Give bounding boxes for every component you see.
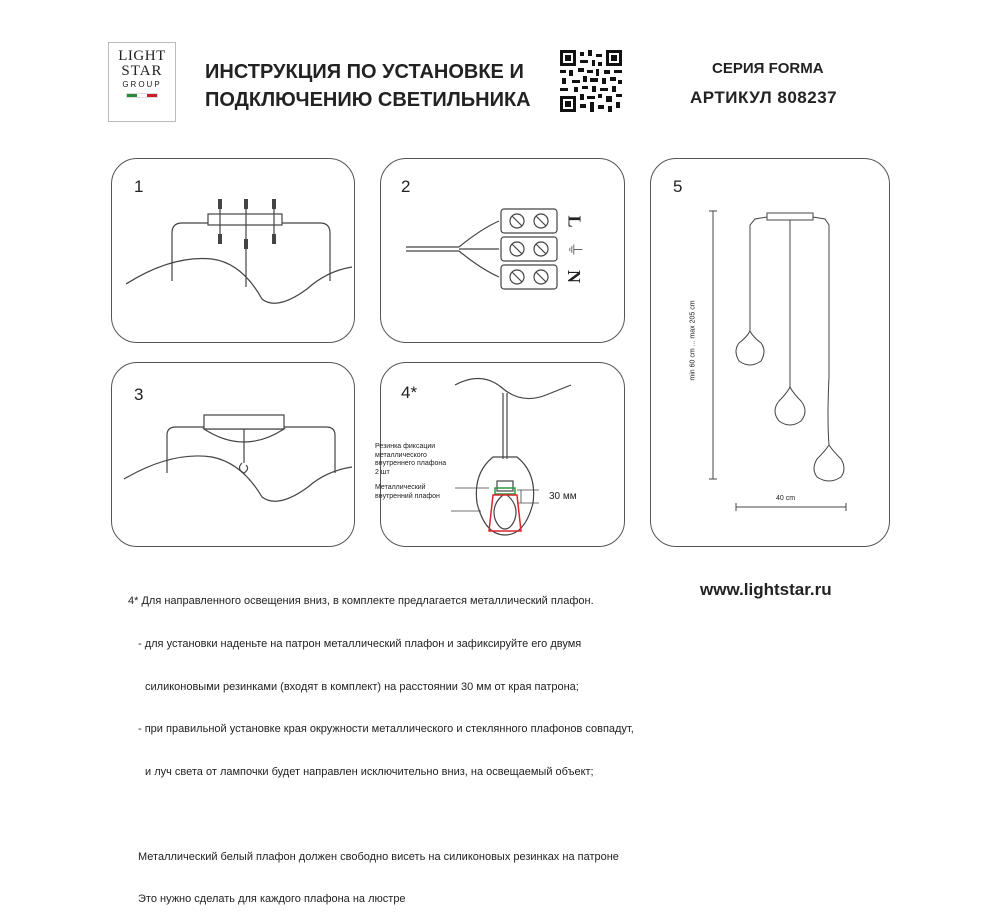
website-link[interactable]: www.lightstar.ru (700, 580, 832, 599)
step-2-panel (380, 158, 625, 343)
step-1-illustration (112, 159, 356, 344)
step-2-illustration (381, 159, 626, 344)
rubber-ring-label: Резинка фиксации металлического внутреннего плафона 2 шт (375, 443, 447, 476)
step-4-panel (375, 362, 625, 547)
title-line-2: ПОДКЛЮЧЕНИЮ СВЕТИЛЬНИКА (205, 89, 531, 111)
dimension-30mm: 30 мм (549, 491, 577, 502)
title-line-1: ИНСТРУКЦИЯ ПО УСТАНОВКЕ И (205, 61, 524, 83)
logo-text-group: GROUP (122, 80, 162, 89)
height-range-label: min 60 cm ... max 205 cm (689, 300, 697, 381)
width-label: 40 cm (776, 495, 796, 502)
document-title (205, 58, 531, 114)
step-3-illustration (112, 363, 356, 548)
note-line: - для установки наденьте на патрон металлический плафон и зафиксируйте его двумя (138, 638, 582, 651)
neutral-wire-label: N (564, 270, 584, 283)
step-1-panel (111, 158, 355, 343)
note-line: - при правильной установке края окружности металлического и стеклянного плафонов совпадут, (138, 723, 634, 736)
step-3-panel (111, 362, 355, 547)
note-line: Металлический белый плафон должен свободно висеть на силиконовых резинках на патроне (138, 850, 619, 863)
step-1-number: 1 (134, 177, 144, 196)
step-5-illustration (651, 159, 891, 548)
note-line: и луч света от лампочки будет направлен исключительно вниз, на освещаемый объект; (145, 765, 594, 778)
step-2-number: 2 (401, 177, 411, 196)
note-line: силиконовыми резинками (входят в комплект) на расстоянии 30 мм от края патрона; (145, 680, 579, 693)
live-wire-label: L (564, 215, 585, 228)
note-line: Это нужно сделать для каждого плафона на люстре (138, 893, 406, 906)
qr-code (560, 50, 622, 112)
ground-icon: ⏚ (565, 241, 583, 258)
logo-text-light: LIGHT (118, 48, 166, 64)
step-3-number: 3 (134, 385, 144, 404)
note-line: 4* Для направленного освещения вниз, в комплекте предлагается металлический плафон. (128, 595, 594, 608)
article-number: АРТИКУЛ 808237 (690, 88, 838, 107)
installation-notes (128, 566, 634, 921)
step-4-number: 4* (401, 383, 418, 402)
series-label: СЕРИЯ FORMA (712, 60, 824, 77)
italian-flag-stripe (126, 93, 158, 98)
logo-text-star: STAR (121, 63, 163, 79)
step-5-number: 5 (673, 177, 683, 196)
metal-shade-label: Металлический внутренний плафон (375, 484, 440, 500)
brand-logo (108, 42, 176, 122)
step-5-panel (650, 158, 890, 547)
